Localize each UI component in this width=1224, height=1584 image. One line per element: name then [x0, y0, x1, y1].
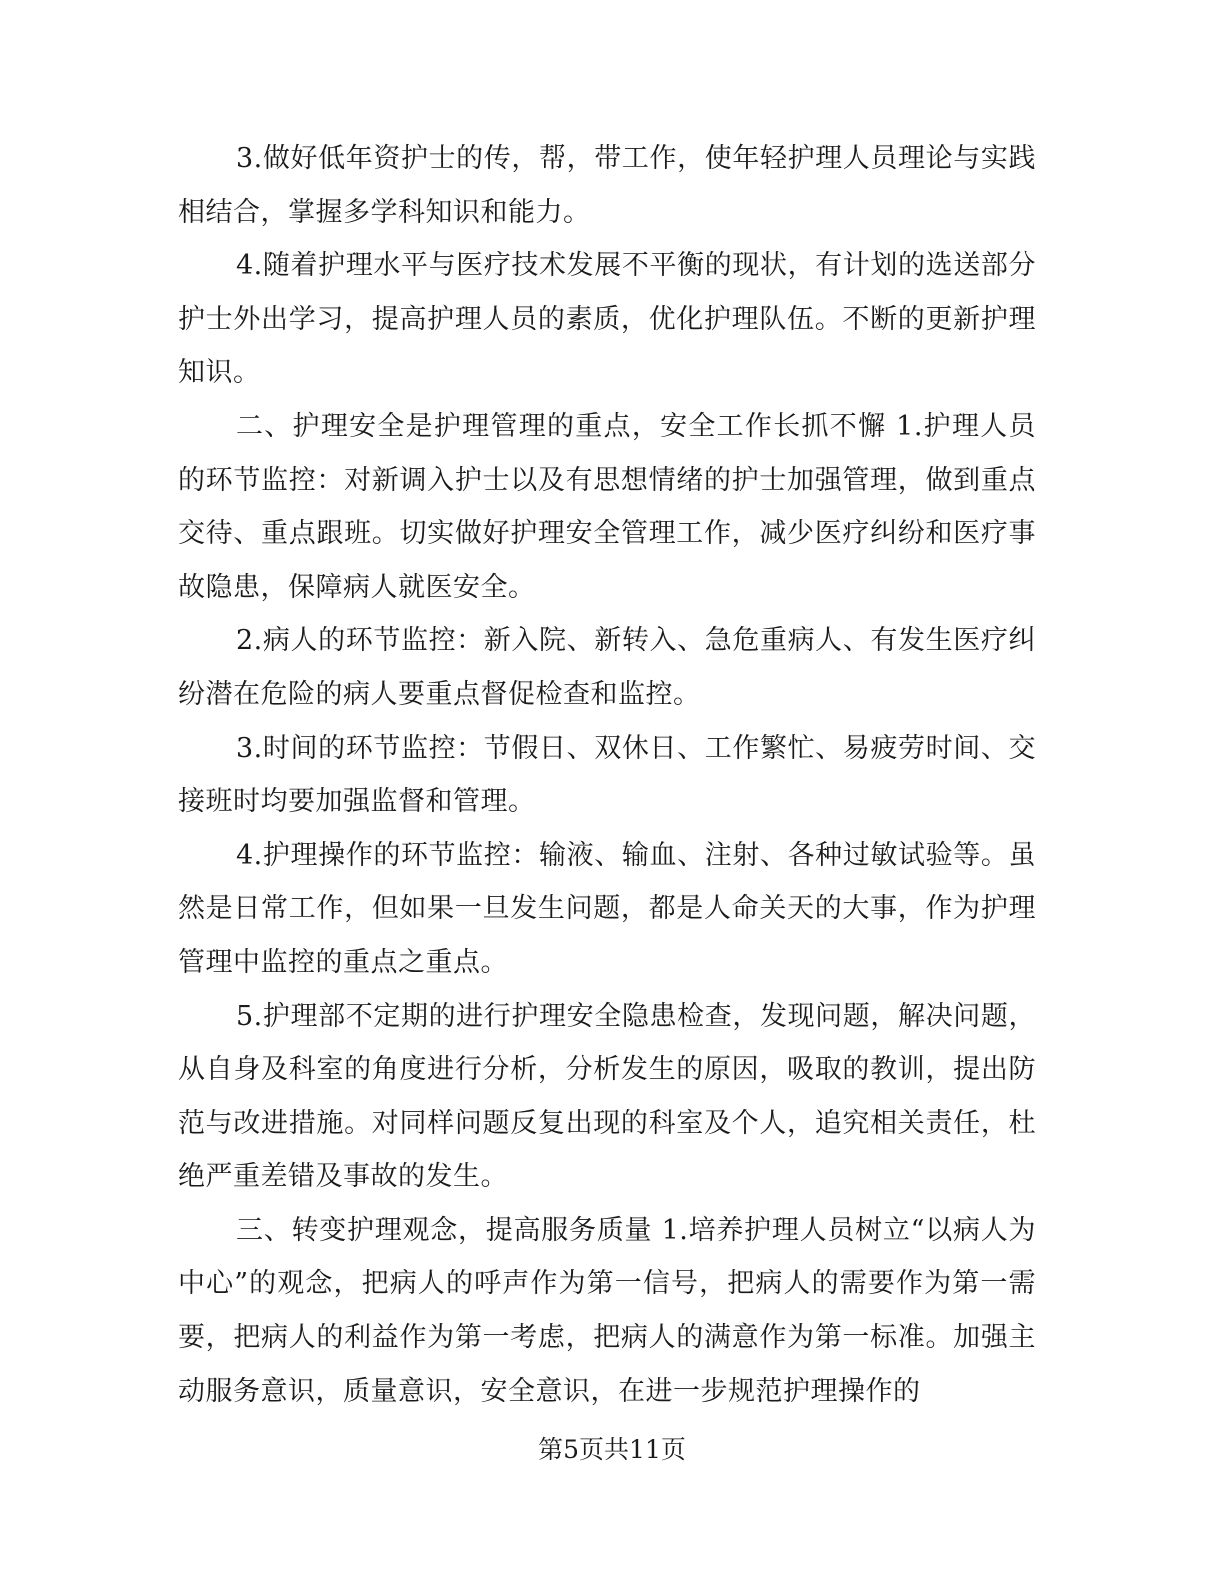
paragraph-safety-staff-monitoring: 二、护理安全是护理管理的重点，安全工作长抓不懈 1.护理人员的环节监控：对新调入护士以及有思想情绪的护士加强管理，做到重点交待、重点跟班。切实做好护理安全管理工作，减少医疗纠纷和医疗事故隐患，保障病人就医安全。 — [178, 410, 1036, 603]
paragraph-operation-monitoring: 4.护理操作的环节监控：输液、输血、注射、各种过敏试验等。虽然是日常工作，但如果一旦发生问题，都是人命关天的大事，作为护理管理中监控的重点之重点。 — [178, 839, 1036, 978]
paragraph-service-quality: 三、转变护理观念，提高服务质量 1.培养护理人员树立“以病人为中心”的观念，把病人的呼声作为第一信号，把病人的需要作为第一需要，把病人的利益作为第一考虑，把病人的满意作为第一标准。加强主动服务意识，质量意识，安全意识，在进一步规范护理操作的 — [178, 1214, 1036, 1407]
page-number: 第5页共11页 — [538, 1435, 686, 1464]
paragraph-time-monitoring: 3.时间的环节监控：节假日、双休日、工作繁忙、易疲劳时间、交接班时均要加强监督和管理。 — [178, 732, 1036, 818]
paragraph-trainee-guidance: 3.做好低年资护士的传，帮，带工作，使年轻护理人员理论与实践相结合，掌握多学科知识和能力。 — [178, 143, 1036, 228]
document-body — [178, 132, 1036, 1418]
paragraph-external-study: 4.随着护理水平与医疗技术发展不平衡的现状，有计划的选送部分护士外出学习，提高护理人员的素质，优化护理队伍。不断的更新护理知识。 — [178, 250, 1036, 389]
paragraph-safety-inspection: 5.护理部不定期的进行护理安全隐患检查，发现问题，解决问题，从自身及科室的角度进行分析，分析发生的原因，吸取的教训，提出防范与改进措施。对同样问题反复出现的科室及个人，追究相关责任，杜绝严重差错及事故的发生。 — [178, 1000, 1036, 1193]
paragraph-patient-monitoring: 2.病人的环节监控：新入院、新转入、急危重病人、有发生医疗纠纷潜在危险的病人要重点督促检查和监控。 — [178, 625, 1036, 710]
